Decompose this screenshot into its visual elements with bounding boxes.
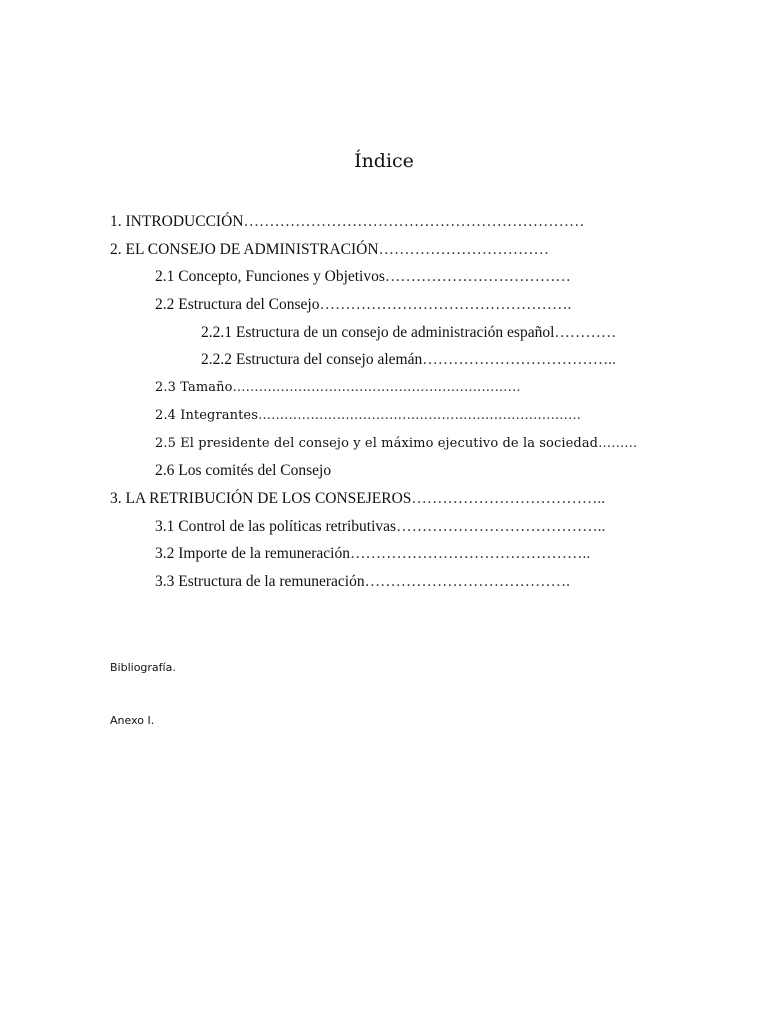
toc-entry [110, 208, 670, 236]
toc-entry [110, 374, 670, 402]
toc-entry [110, 568, 670, 596]
toc-entry-label: 2.1 Concepto, Funciones y Objetivos [155, 268, 385, 286]
toc-entry-dots: …………………………………………. [319, 296, 572, 314]
annex-heading: Anexo I. [110, 714, 155, 727]
toc-entry-label: 2.5 El presidente del consejo y el máximo ejecutivo de la sociedad [155, 435, 599, 451]
toc-entry-dots: …………………………… [378, 240, 550, 258]
toc-entry-label: 3. LA RETRIBUCIÓN DE LOS CONSEJEROS [110, 489, 412, 507]
toc-entry-label: 2.6 Los comités del Consejo [155, 462, 332, 480]
toc-entry-label: 2.2.2 Estructura del consejo alemán [201, 351, 423, 369]
toc-entry-label: 2.3 Tamaño [155, 380, 233, 396]
toc-entry-dots: ………… [554, 323, 617, 341]
toc-entry-label: 3.3 Estructura de la remuneración [155, 572, 365, 590]
toc-entry-dots: ……… [598, 435, 638, 451]
toc-entry-label: 2.2.1 Estructura de un consejo de administración español [201, 323, 555, 341]
bibliography-heading: Bibliografía. [110, 661, 176, 674]
toc-entry-label: 2.4 Integrantes [155, 407, 258, 423]
toc-entry [110, 402, 670, 430]
table-of-contents [110, 208, 670, 596]
toc-entry-dots: ……………………………………….. [349, 545, 591, 563]
toc-entry [110, 346, 670, 374]
toc-entry-label: 2. EL CONSEJO DE ADMINISTRACIÓN [110, 240, 379, 258]
toc-entry [110, 236, 670, 264]
toc-entry [110, 513, 670, 541]
toc-entry-dots: ……………………………….. [411, 489, 606, 507]
toc-entry-dots: …………………………………. [364, 572, 570, 590]
toc-entry [110, 319, 670, 347]
page-title: Índice [354, 150, 414, 172]
toc-entry [110, 485, 670, 513]
toc-entry-dots: ………………………………….. [396, 517, 606, 535]
toc-entry-dots: ……………………………… [384, 268, 571, 286]
toc-entry-dots: ……………………………………………………………….. [257, 407, 581, 423]
toc-entry-dots: ……………………………….. [422, 351, 616, 369]
toc-entry [110, 263, 670, 291]
toc-entry [110, 457, 670, 485]
toc-entry [110, 430, 670, 458]
toc-entry-dots: ………………………………………………………… [243, 213, 585, 230]
toc-entry-label: 3.1 Control de las políticas retributivas [155, 517, 397, 535]
toc-entry-label: 1. INTRODUCCIÓN [110, 213, 244, 230]
toc-entry-dots: ………………………………………………………… [232, 380, 521, 396]
toc-entry-label: 2.2 Estructura del Consejo [155, 296, 320, 314]
toc-entry-label: 3.2 Importe de la remuneración [155, 545, 350, 563]
toc-entry [110, 540, 670, 568]
toc-entry [110, 291, 670, 319]
